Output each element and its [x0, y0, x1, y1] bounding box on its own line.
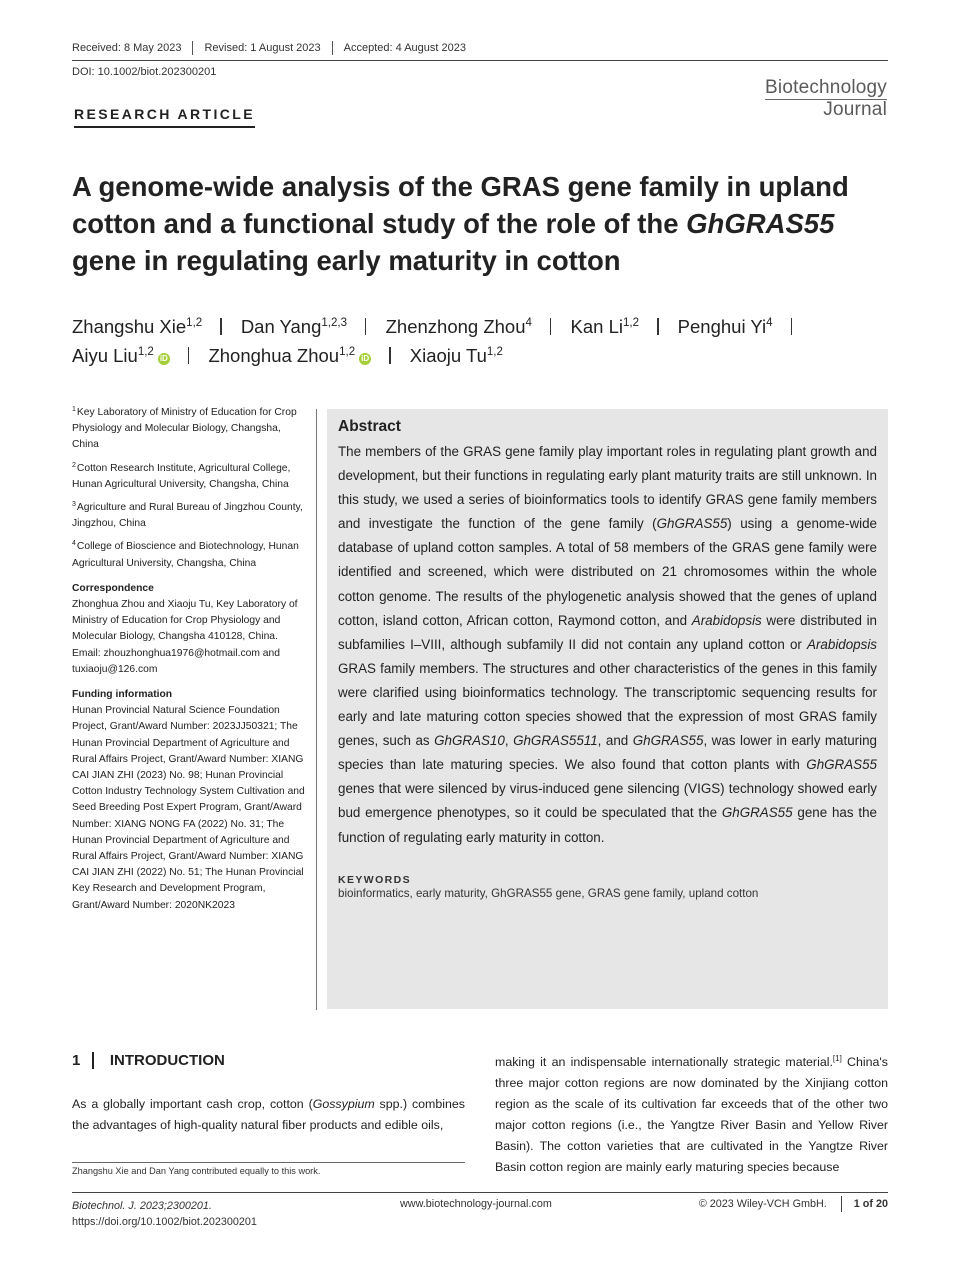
author-list: [72, 312, 902, 370]
title-part2: gene in regulating early maturity in cotton: [72, 245, 621, 276]
doi-link[interactable]: https://doi.org/10.1002/biot.202300201: [72, 1216, 257, 1228]
author-separator: [657, 318, 659, 335]
correspondence-text: Zhonghua Zhou and Xiaoju Tu, Key Laboratory of Ministry of Education for Crop Physiology and Molecular Biology, Changsha 410128, China.: [72, 599, 298, 643]
title-gene: GhGRAS55: [686, 208, 835, 239]
affiliation: $^1$Key Laboratory of Ministry of Education for Crop Physiology and Molecular Biology, Changsha, China: [72, 406, 297, 451]
journal-website-link[interactable]: www.biotechnology-journal.com: [400, 1198, 552, 1210]
correspondence-heading: Correspondence: [72, 582, 154, 594]
article-sidebar: [72, 405, 306, 914]
citation-text: Biotechnol. J. 2023;2300201.: [72, 1200, 212, 1212]
section-number: 1: [72, 1052, 81, 1069]
citation-link[interactable]: [1]: [832, 1054, 842, 1063]
received-date: Received: 8 May 2023: [72, 42, 182, 54]
header-rule: [72, 60, 888, 61]
orcid-icon[interactable]: iD: [159, 354, 168, 363]
copyright: © 2023 Wiley-VCH GmbH.: [698, 1198, 827, 1210]
divider: [192, 41, 193, 55]
footer-citation: [72, 1198, 257, 1230]
divider: [332, 41, 333, 55]
author[interactable]: Aiyu Liu$^{1,2}$iD: [72, 345, 168, 366]
section-heading-introduction: [72, 1052, 225, 1069]
section-title: INTRODUCTION: [109, 1052, 225, 1069]
affiliation: $^3$Agriculture and Rural Bureau of Jingzhou County, Jingzhou, China: [72, 501, 303, 530]
journal-name-line1: Biotechnology: [765, 77, 887, 98]
affiliation: $^2$Cotton Research Institute, Agricultural College, Hunan Agricultural University, Changsha, China: [72, 461, 291, 490]
author[interactable]: Zhangshu Xie$^{1,2}$: [72, 316, 203, 337]
divider: [92, 1052, 94, 1069]
funding-heading: Funding information: [72, 689, 173, 701]
footer-right: [699, 1196, 888, 1212]
article-title: [72, 168, 902, 279]
author[interactable]: Xiaoju Tu$^{1,2}$: [409, 345, 503, 366]
revised-date: Revised: 1 August 2023: [204, 42, 321, 54]
affiliation: $^4$College of Bioscience and Biotechnology, Hunan Agricultural University, Changsha, China: [72, 540, 299, 569]
accepted-date: Accepted: 4 August 2023: [343, 42, 466, 54]
funding-text: Hunan Provincial Natural Science Foundation Project, Grant/Award Number: 2023JJ50321; The Hunan Provincial Department of Agriculture and Rural Affairs Project, Grant/Award Number: XIANG CAI JIAN ZHI (2023) No. 98; Hunan Provincial Cotton Industry Technology System Cultivation and Seed Breeding Post Expert Program, Grant/Award Number: XIANG NONG FA (2022) No. 31; The Hunan Provincial Department of Agriculture and Rural Affairs Project, Grant/Award Number: XIANG CAI JIAN ZHI (2022) No. 51; The Hunan Provincial Key Research and Development Program, Grant/Award Number: 2020NK2023: [72, 705, 305, 911]
author-separator: [791, 318, 793, 335]
sidebar-divider: [316, 409, 317, 1010]
intro-paragraph-left: As a globally important cash crop, cotton (Gossypium spp.) combines the advantages of high-quality natural fiber products and edible oils,: [72, 1097, 465, 1132]
footnote-rule: [72, 1162, 465, 1163]
author-separator: [188, 347, 190, 364]
title-part1: A genome-wide analysis of the GRAS gene family in upland cotton and a functional study of the role of the: [72, 171, 849, 239]
journal-name-line2: Journal: [823, 99, 887, 120]
keywords-list: bioinformatics, early maturity, GhGRAS55 gene, GRAS gene family, upland cotton: [338, 886, 759, 900]
author-separator: [550, 318, 552, 335]
abstract-box: [327, 409, 888, 1009]
author[interactable]: Kan Li$^{1,2}$: [570, 316, 640, 337]
author[interactable]: Zhenzhong Zhou$^4$: [385, 316, 532, 337]
correspondence-email[interactable]: Email: zhouzhonghua1976@hotmail.com and tuxiaoju@126.com: [72, 647, 280, 675]
journal-logo: [765, 78, 887, 120]
abstract-heading: Abstract: [338, 418, 401, 435]
page-number: 1 of 20: [853, 1198, 888, 1210]
intro-paragraph-right: making it an indispensable internationally strategic material.[1] China's three major cotton regions are now dominated by the Xinjiang cotton region as the scale of its cultivation far exceeds that of the other two major cotton regions (i.e., the Yangtze River Basin and Yellow River Basin). The cotton varieties that are cultivated in the Yangtze River Basin cotton region are mainly early maturing species because: [495, 1054, 888, 1174]
author-separator: [365, 318, 367, 335]
footer-rule: [72, 1192, 888, 1193]
publication-dates: [72, 41, 466, 55]
orcid-icon[interactable]: iD: [361, 354, 370, 363]
author[interactable]: Dan Yang$^{1,2,3}$: [240, 316, 347, 337]
author-separator: [220, 318, 222, 335]
author[interactable]: Zhonghua Zhou$^{1,2}$iD: [208, 345, 370, 366]
footnote: Zhangshu Xie and Dan Yang contributed equally to this work.: [72, 1166, 321, 1176]
keywords-heading: KEYWORDS: [338, 873, 412, 886]
author-separator: [389, 347, 391, 364]
doi[interactable]: DOI: 10.1002/biot.202300201: [72, 66, 217, 78]
abstract-text: The members of the GRAS gene family play important roles in regulating plant growth and development, but their functions in regulating early plant maturity traits are still unknown. In this study, we used a series of bioinformatics tools to identify GRAS gene family members and investigate the function of the gene family (GhGRAS55) using a genome-wide database of upland cotton samples. A total of 58 members of the GRAS gene family were identified and screened, which were distributed on 21 chromosomes within the whole cotton genome. The results of the phylogenetic analysis showed that the genes of upland cotton, island cotton, African cotton, Raymond cotton, and Arabidopsis were distributed in subfamilies I–VIII, although subfamily II did not contain any upland cotton or Arabidopsis GRAS family members. The structures and other characteristics of the genes in this family were clarified using bioinformatics technology. The transcriptomic sequencing results for early and late maturing cotton species showed that the expression of most GRAS family genes, such as GhGRAS10, GhGRAS5511, and GhGRAS55, was lower in early maturing species than late maturing species. We also found that cotton plants with GhGRAS55 genes that were silenced by virus-induced gene silencing (VIGS) technology showed early bud emergence phenotypes, so it could be speculated that the GhGRAS55 gene has the function of regulating early maturity in cotton.: [338, 444, 877, 845]
article-type: RESEARCH ARTICLE: [74, 106, 255, 128]
author[interactable]: Penghui Yi$^4$: [677, 316, 773, 337]
divider: [841, 1196, 842, 1212]
